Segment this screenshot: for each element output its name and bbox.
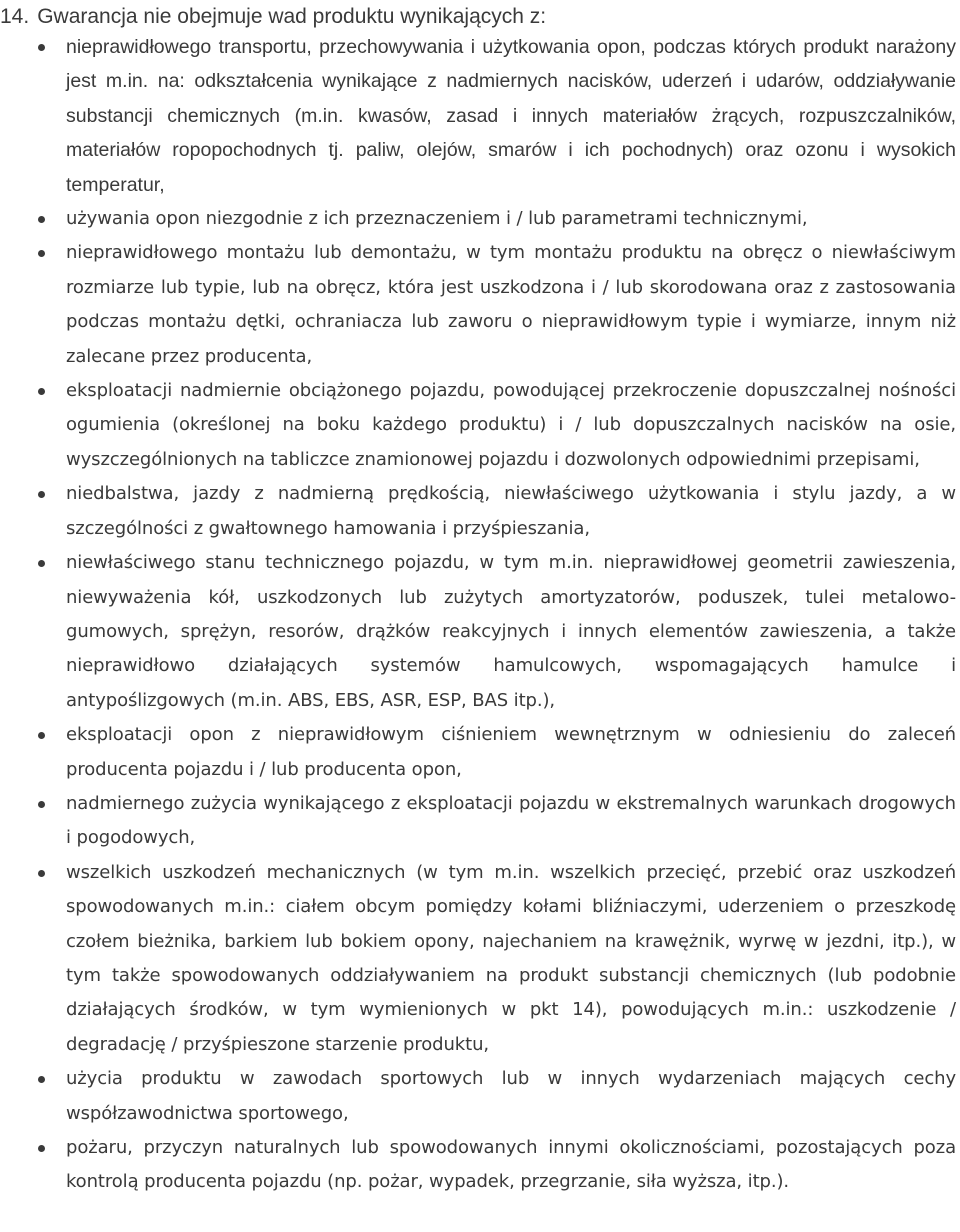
list-item [0, 202, 960, 236]
list-item-text: niedbalstwa, jazdy z nadmierną prędkością, niewłaściwego użytkowania i stylu jazdy, a w szczególności z gwałtownego hamowania i przyśpieszania, [66, 483, 956, 539]
list-item-text: wszelkich uszkodzeń mechanicznych (w tym m.in. wszelkich przecięć, przebić oraz uszkodzeń spowodowanych m.in.: ciałem obcym pomiędzy kołami bliźniaczymi, uderzeniem o przeszkodę czołem bieżnika, barkiem lub bokiem opony, najechaniem na krawężnik, wyrwę w jezdni, itp.), w tym także spowodowanych oddziaływaniem na produkt substancji chemicznych (lub podobnie działających środków, w tym wymienionych w pkt 14), powodujących m.in.: uszkodzenie / degradację / przyśpieszone starzenie produktu, [66, 861, 956, 1055]
section-title: Gwarancja nie obejmuje wad produktu wynikających z: [37, 5, 547, 28]
bullet-icon [38, 1076, 45, 1083]
list-item [0, 856, 960, 1062]
list-item [0, 1131, 960, 1200]
list-item [0, 374, 960, 477]
list-item-text: nieprawidłowego transportu, przechowywania i użytkowania opon, podczas których produkt narażony jest m.in. na: odkształcenia wynikające z nadmiernych nacisków, uderzeń i udarów, oddziaływanie substancji chemicznych (m.in. kwasów, zasad i innych materiałów żrących, rozpuszczalników, materiałów ropopochodnych tj. paliw, olejów, smarów i ich pochodnych) oraz ozonu i wysokich temperatur, [66, 36, 956, 196]
bullet-icon [38, 870, 45, 877]
bullet-icon [38, 44, 45, 51]
list-item [0, 477, 960, 546]
list-item-text: użycia produktu w zawodach sportowych lub w innych wydarzeniach mających cechy współzawodnictwa sportowego, [66, 1068, 956, 1124]
bullet-icon [38, 732, 45, 739]
list-item-text: eksploatacji opon z nieprawidłowym ciśnieniem wewnętrznym w odniesieniu do zaleceń producenta pojazdu i / lub producenta opon, [66, 724, 956, 780]
list-item [0, 546, 960, 718]
bullet-icon [38, 216, 45, 223]
list-item [0, 1062, 960, 1131]
exclusions-list [0, 30, 960, 1200]
bullet-icon [38, 801, 45, 808]
list-item-text: używania opon niezgodnie z ich przeznaczeniem i / lub parametrami technicznymi, [66, 208, 808, 230]
list-item [0, 787, 960, 856]
bullet-icon [38, 491, 45, 498]
bullet-icon [38, 250, 45, 257]
list-item-text: pożaru, przyczyn naturalnych lub spowodowanych innymi okolicznościami, pozostających poza kontrolą producenta pojazdu (np. pożar, wypadek, przegrzanie, siła wyższa, itp.). [66, 1137, 956, 1193]
list-item-text: niewłaściwego stanu technicznego pojazdu, w tym m.in. nieprawidłowej geometrii zawieszenia, niewyważenia kół, uszkodzonych lub zużytych amortyzatorów, poduszek, tulei metalowo-gumowych, sprężyn, resorów, drążków reakcyjnych i innych elementów zawieszenia, a także nieprawidłowo działających systemów hamulcowych, wspomagających hamulce i antypoślizgowych (m.in. ABS, EBS, ASR, ESP, BAS itp.), [66, 552, 956, 711]
list-item [0, 236, 960, 374]
bullet-icon [38, 560, 45, 567]
list-item [0, 718, 960, 787]
section-heading [0, 0, 546, 34]
section-number: 14. [0, 5, 30, 28]
list-item-text: nieprawidłowego montażu lub demontażu, w tym montażu produktu na obręcz o niewłaściwym rozmiarze lub typie, lub na obręcz, która jest uszkodzona i / lub skorodowana oraz z zastosowania podczas montażu dętki, ochraniacza lub zaworu o nieprawidłowym typie i wymiarze, innym niż zalecane przez producenta, [66, 242, 956, 367]
bullet-icon [38, 388, 45, 395]
list-item-text: nadmiernego zużycia wynikającego z eksploatacji pojazdu w ekstremalnych warunkach drogowych i pogodowych, [66, 792, 956, 849]
bullet-icon [38, 1145, 45, 1152]
list-item-text: eksploatacji nadmiernie obciążonego pojazdu, powodującej przekroczenie dopuszczalnej nośności ogumienia (określonej na boku każdego produktu) i / lub dopuszczalnych nacisków na osie, wyszczególnionych na tabliczce znamionowej pojazdu i dozwolonych odpowiednimi przepisami, [66, 380, 956, 470]
list-item [0, 30, 960, 202]
